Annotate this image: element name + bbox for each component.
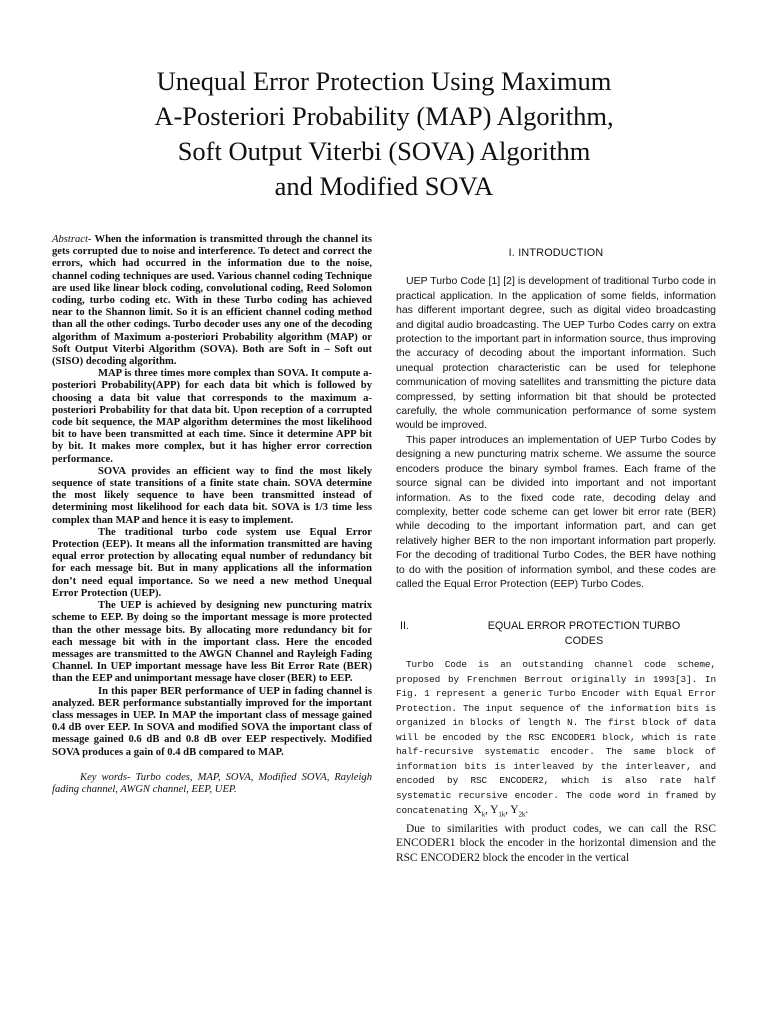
intro-paragraph-1: UEP Turbo Code [1] [2] is development of traditional Turbo code in practical application. In the application of some fields, information has different important degree, such as digital video broadcasting and digital audio broadcasting. The UEP Turbo Codes carry on extra protection to the important part in information source, thus improving the accuracy of decoding about the important information. Such unequal protection characteristic can be used for telephone communication of moving satellites and transmitting the picture data compressed, by setting information bit that should be protected carefully, the whole communication performance of some system would be improved.	[396, 275, 716, 432]
abstract-text-1: When the information is transmitted through the channel its gets corrupted due to noise and interference. To detect and correct the errors, which had occurred in the information due to the noise, channel coding techniques are used. Various channel coding Technique are used like linear block coding, convolutional coding, Reed Solomon coding, turbo coding etc. With in these Turbo coding has achieved near to the Shannon limit. So it is an efficient channel coding method than all the other codings. Turbo decoder uses any one of the decoding algorithm of Maximum a-posteriori Probability algorithm (MAP) or Soft Output Viterbi Algorithm (SOVA). Both are Soft in – Soft out (SISO) decoding algorithm.	[52, 234, 372, 368]
title-line-3: Soft Output Viterbi (SOVA) Algorithm	[177, 136, 591, 166]
abstract-paragraph-3: SOVA provides an efficient way to find the most likely sequence of state transitions of a finite state chain. SOVA determine the most likely sequence to have been transmitted instead of determining most likelihood for each data bit. SOVA is 1/3 time less complex than MAP and hence it is easy to implement.	[52, 465, 372, 526]
abstract-paragraph-2: MAP is three times more complex than SOVA. It compute a-posteriori Probability(APP) for each data bit which is followed by choosing a data bit value that corresponds to the maximum a-posteriori Probability for that data bit. Upon reception of a corrupted code bit sequence, the MAP algorithm determines the most likelihood bit to have been transmitted at each time. Since it determine APP bit by bit. It makes more complex, but it has higher error correction performance.	[52, 368, 372, 465]
keywords: Key words- Turbo codes, MAP, SOVA, Modified SOVA, Rayleigh fading channel, AWGN channel, EEP, UEP.	[52, 771, 372, 795]
abstract-paragraph-5: The UEP is achieved by designing new puncturing matrix scheme to EEP. By doing so the important message is more protected than the other message bits. By allocating more redundancy bit for each message bit with in the important class. Here the encoded messages are transmitted to the AWGN Channel and Rayleigh Fading Channel. In UEP important message have less Bit Error Rate (BER) than the EEP and unimportant message have closer (BER) to EEP.	[52, 600, 372, 685]
title-line-2: A-Posteriori Probability (MAP) Algorithm,	[154, 101, 614, 131]
abstract-column	[52, 234, 372, 796]
title-line-1: Unequal Error Protection Using Maximum	[156, 66, 612, 96]
intro-paragraph-2: This paper introduces an implementation of UEP Turbo Codes by designing a new puncturing matrix scheme. We assume the source encoders produce the binary symbol frames. Each frame of the source signal can be divided into important and not important information. As to the fixed code rate, decoding delay and complexity, better code scheme can get lower bit error rate (BER) while decoding to the important information part, and can get relatively higher BER to the non important information part properly. For the decoding of traditional Turbo Codes, the BER have nothing to do with the position of information symbol, and these codes are called the Equal Error Protection (EEP) Turbo Codes.	[396, 433, 716, 590]
section-number: II.	[400, 620, 409, 633]
abstract-paragraph-6: In this paper BER performance of UEP in fading channel is analyzed. BER performance substantially improved for the important class messages in UEP. In MAP the important class of message gained 0.4 dB over EEP. In SOVA and modified SOVA the important class of message gained 0.6 dB and 0.8 dB over EEP respectively. Modified SOVA produces a gain of 0.4 dB compared to MAP.	[52, 685, 372, 758]
abstract-label: Abstract-	[52, 234, 92, 245]
paper-title	[60, 64, 708, 204]
eep-paragraph-1-text: Turbo Code is an outstanding channel code scheme, proposed by Frenchmen Berrout originally in 1993[3]. In Fig. 1 represent a generic Turbo Encoder with Equal Error Protection. The input sequence of the information bits is organized in blocks of length N. The first block of data will be encoded by the RSC ENCODER1 block, which is rate half-recursive systematic encoder. The same block of information bits is interleaved by the interleaver, and encoded by RSC ENCODER2, which is also rate half systematic recursive encoder. The code word in framed by concatenating	[396, 659, 716, 817]
section-heading-introduction: I. INTRODUCTION	[508, 247, 604, 259]
title-line-4: and Modified SOVA	[274, 171, 494, 201]
section-heading-eep	[396, 619, 716, 648]
abstract-paragraph-4: The traditional turbo code system use Equal Error Protection (EEP). It means all the information transmitted are having equal error protection by allocating equal number of redundancy bit for each message bit. But in many applications all the information don’t need equal importance. So we need a new method Unequal Error Protection (UEP).	[52, 526, 372, 599]
eep-paragraph-2: Due to similarities with product codes, we can call the RSC ENCODER1 block the encoder in the horizontal dimension and the RSC ENCODER2 block the encoder in the vertical	[396, 822, 716, 864]
abstract-paragraph-1	[52, 234, 372, 368]
codeword-formula: $X_k$, $Y_{1k}$, $Y_{2k}$.	[473, 804, 529, 819]
eep-paragraph-1	[396, 658, 716, 822]
section-title: EQUAL ERROR PROTECTION TURBO CODES	[487, 620, 681, 647]
body-column	[396, 234, 716, 865]
